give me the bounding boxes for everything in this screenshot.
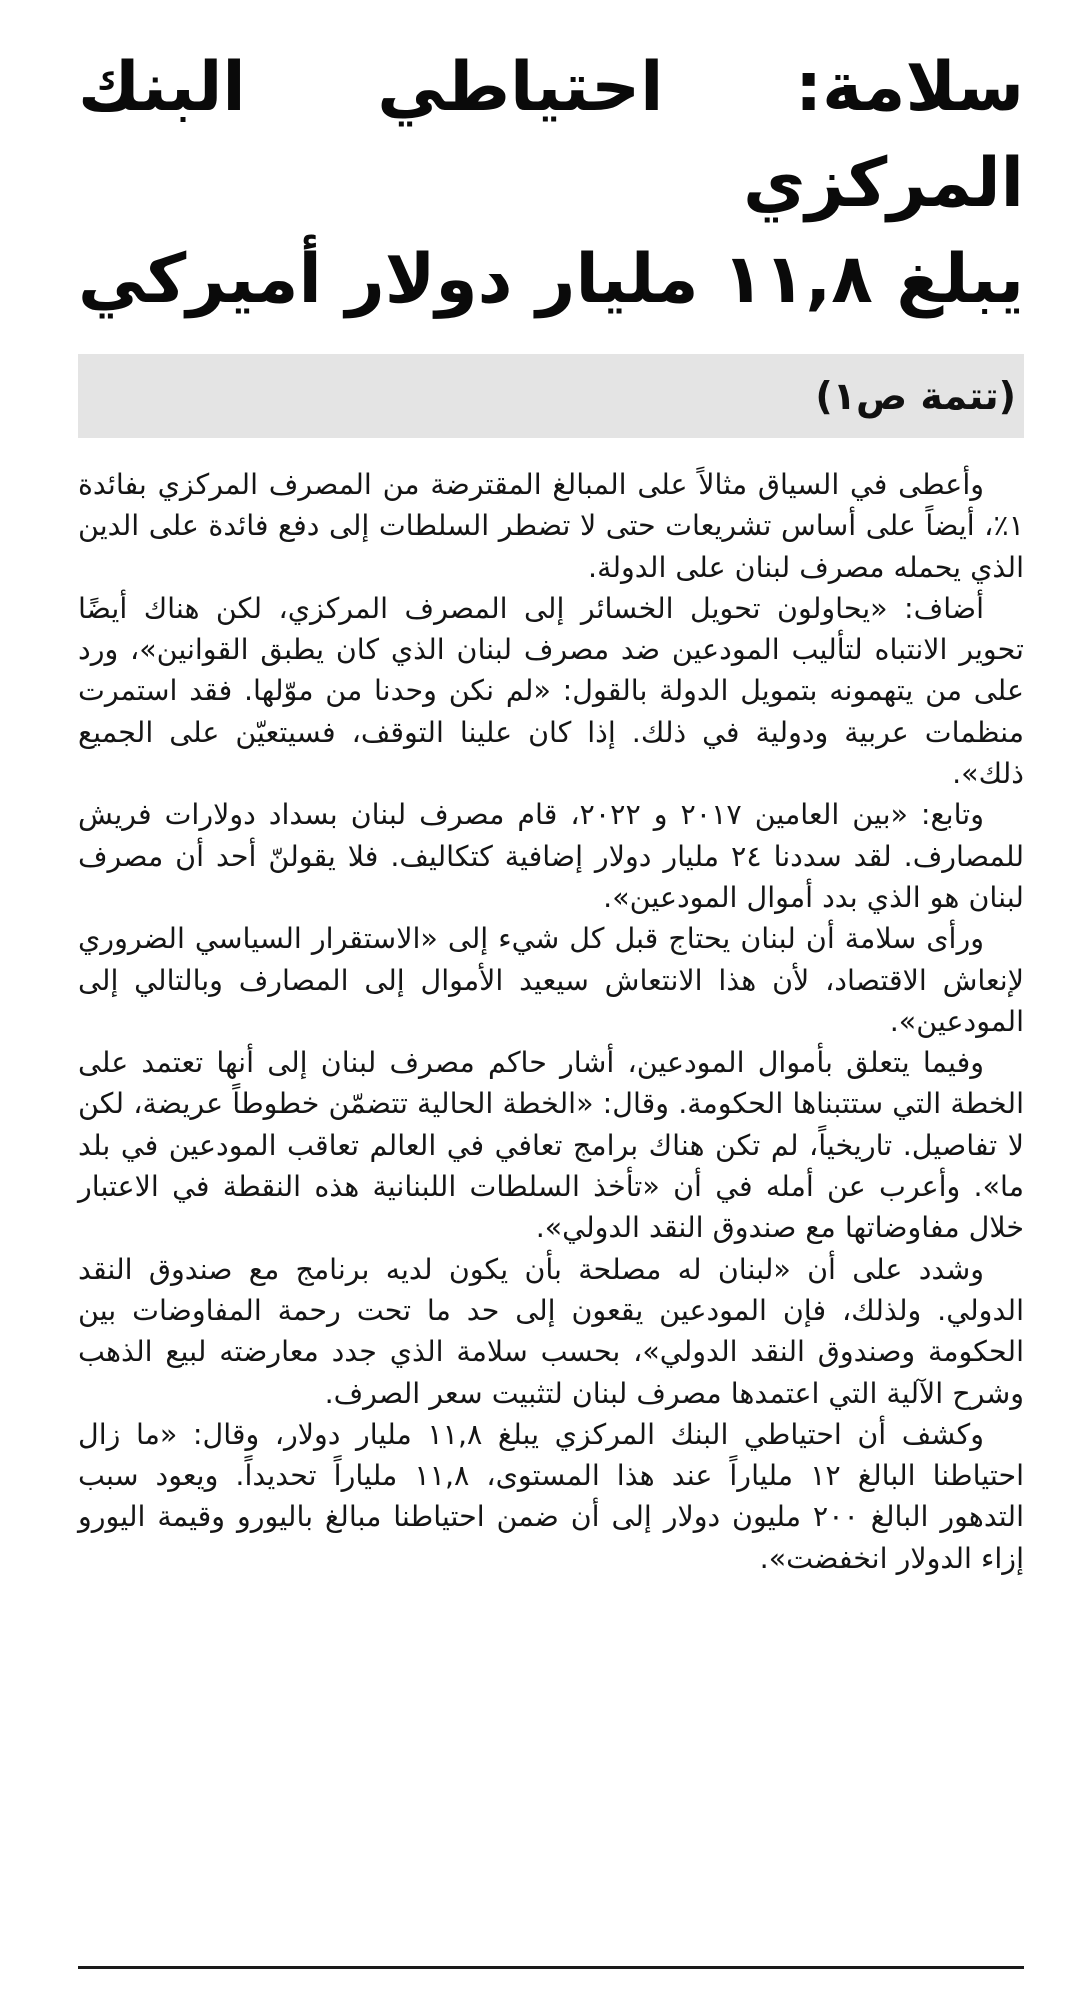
paragraph-1: وأعطى في السياق مثالاً على المبالغ المقترضة من المصرف المركزي بفائدة ١٪، أيضاً على أساس تشريعات حتى لا تضطر السلطات إلى دفع فائدة على الدين الذي يحمله مصرف لبنان على الدولة. (78, 468, 1024, 584)
newspaper-article (78, 0, 1024, 1579)
paragraph-5: وفيما يتعلق بأموال المودعين، أشار حاكم مصرف لبنان إلى أنها تعتمد على الخطة التي ستتبناها الحكومة. وقال: «الخطة الحالية تتضمّن خطوطاً عريضة، لكن لا تفاصيل. تاريخياً، لم تكن هناك برامج تعافي في العالم تعاقب المودعين في بلد ما». وأعرب عن أمله في أن «تأخذ السلطات اللبنانية هذه النقطة في الاعتبار خلال مفاوضاتها مع صندوق النقد الدولي». (78, 1046, 1024, 1245)
article-headline (78, 0, 1024, 328)
paragraph-7: وكشف أن احتياطي البنك المركزي يبلغ ١١,٨ مليار دولار، وقال: «ما زال احتياطنا البالغ ١٢ ملياراً عند هذا المستوى، ١١,٨ ملياراً تحديداً. ويعود سبب التدهور البالغ ٢٠٠ مليون دولار إلى أن ضمن احتياطنا مبالغ باليورو وقيمة اليورو إزاء الدولار انخفضت». (78, 1417, 1024, 1575)
paragraph-3: وتابع: «بين العامين ٢٠١٧ و ٢٠٢٢، قام مصرف لبنان بسداد دولارات فريش للمصارف. لقد سددنا ٢٤ مليار دولار إضافية كتكاليف. فلا يقولنّ أحد أن مصرف لبنان هو الذي بدد أموال المودعين». (78, 798, 1024, 914)
paragraph-2: أضاف: «يحاولون تحويل الخسائر إلى المصرف المركزي، لكن هناك أيضًا تحوير الانتباه لتأليب المودعين ضد مصرف لبنان الذي كان يطبق القوانين»، ورد على من يتهمونه بتمويل الدولة بالقول: «لم نكن وحدنا من موّلها. فقد استمرت منظمات عربية ودولية في ذلك. إذا كان علينا التوقف، فسيتعيّن على الجميع ذلك». (78, 591, 1024, 791)
bottom-divider (78, 1966, 1024, 1969)
paragraph-4: ورأى سلامة أن لبنان يحتاج قبل كل شيء إلى «الاستقرار السياسي الضروري لإنعاش الاقتصاد، لأن هذا الانتعاش سيعيد الأموال إلى المصارف وبالتالي إلى المودعين». (78, 922, 1024, 1038)
headline-line-1: سلامة: احتياطي البنك المركزي (78, 48, 1024, 223)
paragraph-6: وشدد على أن «لبنان له مصلحة بأن يكون لديه برنامج مع صندوق النقد الدولي. ولذلك، فإن المودعين يقعون إلى حد ما تحت رحمة المفاوضات بين الحكومة وصندوق النقد الدولي»، بحسب سلامة الذي جدد معارضته لبيع الذهب وشرح الآلية التي اعتمدها مصرف لبنان لتثبيت سعر الصرف. (78, 1252, 1024, 1410)
continuation-banner (78, 354, 1024, 438)
article-body (78, 464, 1024, 1579)
headline-line-2: يبلغ ١١,٨ مليار دولار أميركي (78, 240, 1024, 319)
continuation-label: (تتمة ص١) (815, 374, 1016, 418)
